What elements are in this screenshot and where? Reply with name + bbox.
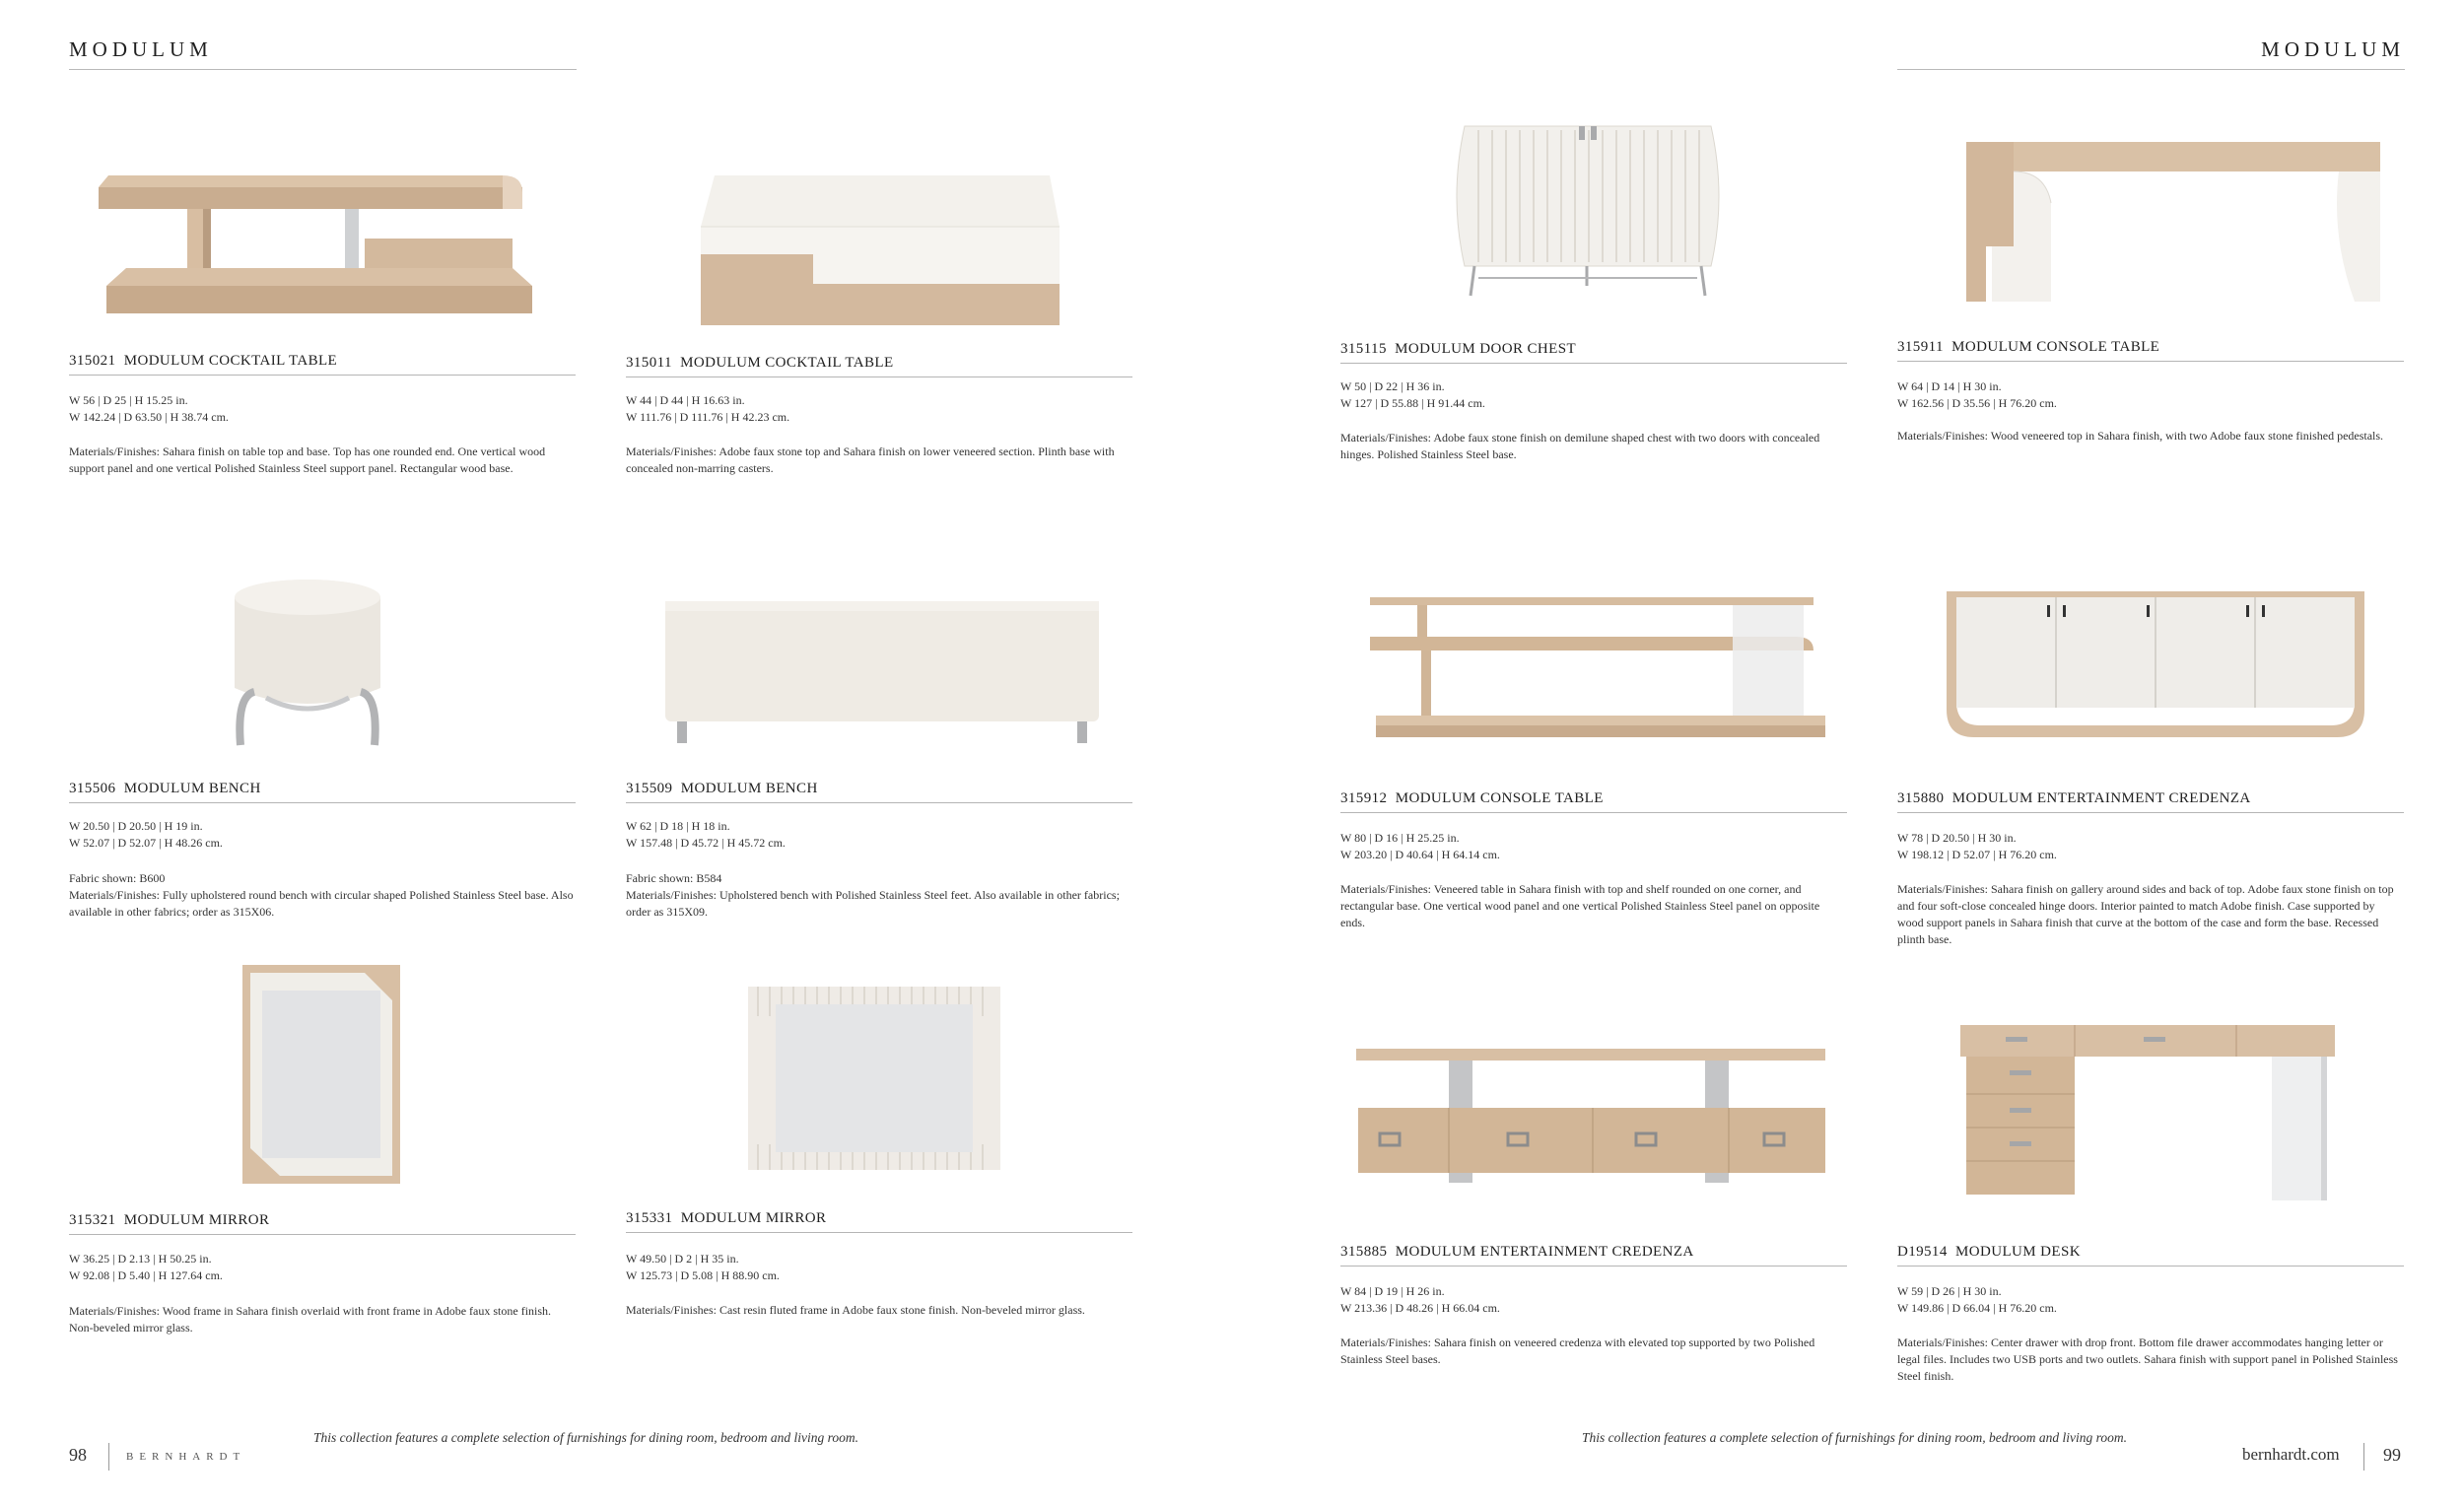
product-materials: Materials/Finishes: Wood frame in Sahara finish overlaid with front frame in Adobe faux stone finish. Non-beveled mirror glass. bbox=[69, 1304, 552, 1335]
product-fabric: Fabric shown: B600 bbox=[69, 871, 166, 885]
product-number: 315506 bbox=[69, 781, 116, 796]
product-title bbox=[626, 355, 1132, 377]
dims-cm: W 162.56 | D 35.56 | H 76.20 cm. bbox=[1897, 396, 2057, 410]
product-name: MODULUM MIRROR bbox=[680, 1210, 827, 1226]
product-dimensions bbox=[69, 1251, 576, 1284]
product-card bbox=[626, 572, 1132, 926]
left-footer-divider bbox=[108, 1443, 109, 1471]
product-materials: Materials/Finishes: Wood veneered top in Sahara finish, with two Adobe faux stone finished pedestals. bbox=[1897, 429, 2384, 443]
dims-cm: W 142.24 | D 63.50 | H 38.74 cm. bbox=[69, 410, 229, 424]
product-materials: Materials/Finishes: Adobe faux stone finish on demilune shaped chest with two doors with concealed hinges. Polished Stainless Steel base. bbox=[1340, 431, 1820, 461]
product-materials: Materials/Finishes: Sahara finish on table top and base. Top has one rounded end. One vertical wood support panel and one vertical Polished Stainless Steel support panel. Rectangular wood base. bbox=[69, 445, 546, 475]
product-materials: Materials/Finishes: Sahara finish on veneered credenza with elevated top supported by two Polished Stainless Steel bases. bbox=[1340, 1335, 1815, 1366]
product-number: 315880 bbox=[1897, 790, 1945, 806]
product-number: 315321 bbox=[69, 1212, 116, 1228]
product-title bbox=[69, 781, 576, 803]
product-name: MODULUM BENCH bbox=[680, 781, 818, 796]
product-number: 315331 bbox=[626, 1210, 673, 1226]
right-header-rule bbox=[1897, 69, 2405, 70]
product-dimensions bbox=[1897, 1283, 2404, 1317]
round-bench-icon bbox=[69, 572, 576, 759]
dims-cm: W 92.08 | D 5.40 | H 127.64 cm. bbox=[69, 1268, 223, 1282]
dims-cm: W 111.76 | D 111.76 | H 42.23 cm. bbox=[626, 410, 790, 424]
product-card bbox=[69, 148, 576, 503]
product-materials: Materials/Finishes: Cast resin fluted frame in Adobe faux stone finish. Non-beveled mirror glass. bbox=[626, 1303, 1085, 1317]
door-chest-icon bbox=[1340, 108, 1847, 306]
product-dimensions bbox=[1897, 378, 2404, 412]
dims-cm: W 125.73 | D 5.08 | H 88.90 cm. bbox=[626, 1268, 780, 1282]
product-title bbox=[1897, 790, 2404, 813]
product-materials: Materials/Finishes: Veneered table in Sahara finish with top and shelf rounded on one corner, and rectangular base. One vertical wood panel and one vertical Polished Stainless Steel panel on opposite ends. bbox=[1340, 882, 1820, 929]
dims-inches: W 20.50 | D 20.50 | H 19 in. bbox=[69, 819, 203, 833]
dims-inches: W 59 | D 26 | H 30 in. bbox=[1897, 1284, 2002, 1298]
dims-inches: W 44 | D 44 | H 16.63 in. bbox=[626, 393, 745, 407]
product-card bbox=[69, 961, 576, 1355]
product-dimensions bbox=[1340, 830, 1847, 863]
product-name: MODULUM BENCH bbox=[123, 781, 261, 796]
product-title bbox=[1897, 1244, 2404, 1266]
product-card bbox=[1340, 1025, 1847, 1380]
left-header-title: MODULUM bbox=[69, 37, 213, 61]
product-dimensions bbox=[626, 392, 1132, 426]
desk-icon bbox=[1897, 1025, 2404, 1202]
cube-table-icon bbox=[626, 148, 1132, 335]
left-header-rule bbox=[69, 69, 577, 70]
product-title bbox=[626, 1210, 1132, 1233]
website-link[interactable]: bernhardt.com bbox=[2242, 1445, 2340, 1464]
product-materials: Materials/Finishes: Adobe faux stone top and Sahara finish on lower veneered section. Plinth base with concealed non-marring casters. bbox=[626, 445, 1115, 475]
product-title bbox=[1897, 339, 2404, 362]
dims-inches: W 84 | D 19 | H 26 in. bbox=[1340, 1284, 1445, 1298]
product-card bbox=[626, 148, 1132, 503]
product-name: MODULUM CONSOLE TABLE bbox=[1395, 790, 1604, 806]
product-card bbox=[69, 572, 576, 926]
product-number: 315885 bbox=[1340, 1244, 1388, 1260]
product-materials: Materials/Finishes: Center drawer with drop front. Bottom file drawer accommodates hanging letter or legal files. Includes two USB ports and two outlets. Sahara finish with support panel in Polished Stainless Steel finish. bbox=[1897, 1335, 2398, 1383]
product-dimensions bbox=[1897, 830, 2404, 863]
product-card bbox=[1897, 108, 2404, 483]
product-title bbox=[69, 353, 576, 376]
product-number: 315509 bbox=[626, 781, 673, 796]
left-footer-note: This collection features a complete selection of furnishings for dining room, bedroom and living room. bbox=[313, 1430, 858, 1445]
dims-cm: W 127 | D 55.88 | H 91.44 cm. bbox=[1340, 396, 1485, 410]
shelf-console-icon bbox=[1340, 582, 1847, 749]
product-title bbox=[1340, 341, 1847, 364]
right-footer-note: This collection features a complete selection of furnishings for dining room, bedroom and living room. bbox=[1582, 1430, 2127, 1445]
product-number: 315011 bbox=[626, 355, 672, 371]
dims-inches: W 62 | D 18 | H 18 in. bbox=[626, 819, 730, 833]
product-card bbox=[1897, 1025, 2404, 1400]
product-card bbox=[1897, 582, 2404, 956]
dims-inches: W 80 | D 16 | H 25.25 in. bbox=[1340, 831, 1460, 845]
right-footer-divider bbox=[2363, 1443, 2364, 1471]
right-header-title: MODULUM bbox=[2261, 37, 2405, 61]
product-materials: Materials/Finishes: Upholstered bench with Polished Stainless Steel feet. Also available in other fabrics; order as 315X09. bbox=[626, 888, 1120, 919]
dims-cm: W 52.07 | D 52.07 | H 48.26 cm. bbox=[69, 836, 223, 850]
right-page-number: 99 bbox=[2383, 1445, 2401, 1465]
product-dimensions bbox=[1340, 1283, 1847, 1317]
long-bench-icon bbox=[626, 572, 1132, 759]
dims-inches: W 64 | D 14 | H 30 in. bbox=[1897, 379, 2002, 393]
product-title bbox=[1340, 1244, 1847, 1266]
product-dimensions bbox=[69, 392, 576, 426]
product-number: 315021 bbox=[69, 353, 116, 369]
product-dimensions bbox=[626, 818, 1132, 852]
drawer-credenza-icon bbox=[1340, 1025, 1847, 1193]
product-number: 315911 bbox=[1897, 339, 1944, 355]
product-fabric: Fabric shown: B584 bbox=[626, 871, 722, 885]
product-dimensions bbox=[1340, 378, 1847, 412]
dims-cm: W 149.86 | D 66.04 | H 76.20 cm. bbox=[1897, 1301, 2057, 1315]
product-materials: Materials/Finishes: Sahara finish on gallery around sides and back of top. Adobe faux stone finish on top and four soft-close concealed hinge doors. Interior painted to match Adobe finish. Case supported by wood support panels in Sahara finish that curve at the bottom of the case and form the base. Recessed plinth base. bbox=[1897, 882, 2394, 946]
cocktail-table-icon bbox=[69, 148, 576, 335]
product-card bbox=[1340, 582, 1847, 936]
brand-logo: BERNHARDT bbox=[126, 1451, 246, 1463]
product-name: MODULUM COCKTAIL TABLE bbox=[123, 353, 338, 369]
product-card bbox=[626, 961, 1132, 1355]
dims-cm: W 157.48 | D 45.72 | H 45.72 cm. bbox=[626, 836, 786, 850]
product-name: MODULUM CONSOLE TABLE bbox=[1951, 339, 2160, 355]
console-table-icon bbox=[1897, 108, 2404, 306]
fluted-mirror-icon bbox=[626, 961, 1132, 1188]
product-name: MODULUM DESK bbox=[1955, 1244, 2081, 1260]
dims-cm: W 213.36 | D 48.26 | H 66.04 cm. bbox=[1340, 1301, 1500, 1315]
product-name: MODULUM MIRROR bbox=[123, 1212, 270, 1228]
vertical-mirror-icon bbox=[69, 961, 576, 1188]
product-number: 315115 bbox=[1340, 341, 1387, 357]
credenza-icon bbox=[1897, 582, 2404, 749]
dims-inches: W 36.25 | D 2.13 | H 50.25 in. bbox=[69, 1252, 212, 1266]
product-name: MODULUM DOOR CHEST bbox=[1395, 341, 1577, 357]
product-dimensions bbox=[626, 1251, 1132, 1284]
product-number: D19514 bbox=[1897, 1244, 1948, 1260]
dims-inches: W 49.50 | D 2 | H 35 in. bbox=[626, 1252, 739, 1266]
product-number: 315912 bbox=[1340, 790, 1388, 806]
product-card bbox=[1340, 108, 1847, 483]
left-page-number: 98 bbox=[69, 1445, 87, 1465]
product-title bbox=[626, 781, 1132, 803]
product-title bbox=[1340, 790, 1847, 813]
product-dimensions bbox=[69, 818, 576, 852]
product-name: MODULUM ENTERTAINMENT CREDENZA bbox=[1395, 1244, 1694, 1260]
dims-inches: W 50 | D 22 | H 36 in. bbox=[1340, 379, 1445, 393]
dims-inches: W 56 | D 25 | H 15.25 in. bbox=[69, 393, 188, 407]
product-title bbox=[69, 1212, 576, 1235]
product-name: MODULUM ENTERTAINMENT CREDENZA bbox=[1951, 790, 2251, 806]
dims-cm: W 203.20 | D 40.64 | H 64.14 cm. bbox=[1340, 848, 1500, 861]
dims-cm: W 198.12 | D 52.07 | H 76.20 cm. bbox=[1897, 848, 2057, 861]
product-materials: Materials/Finishes: Fully upholstered round bench with circular shaped Polished Stainless Steel base. Also available in other fabrics; order as 315X06. bbox=[69, 888, 574, 919]
dims-inches: W 78 | D 20.50 | H 30 in. bbox=[1897, 831, 2017, 845]
product-name: MODULUM COCKTAIL TABLE bbox=[680, 355, 894, 371]
